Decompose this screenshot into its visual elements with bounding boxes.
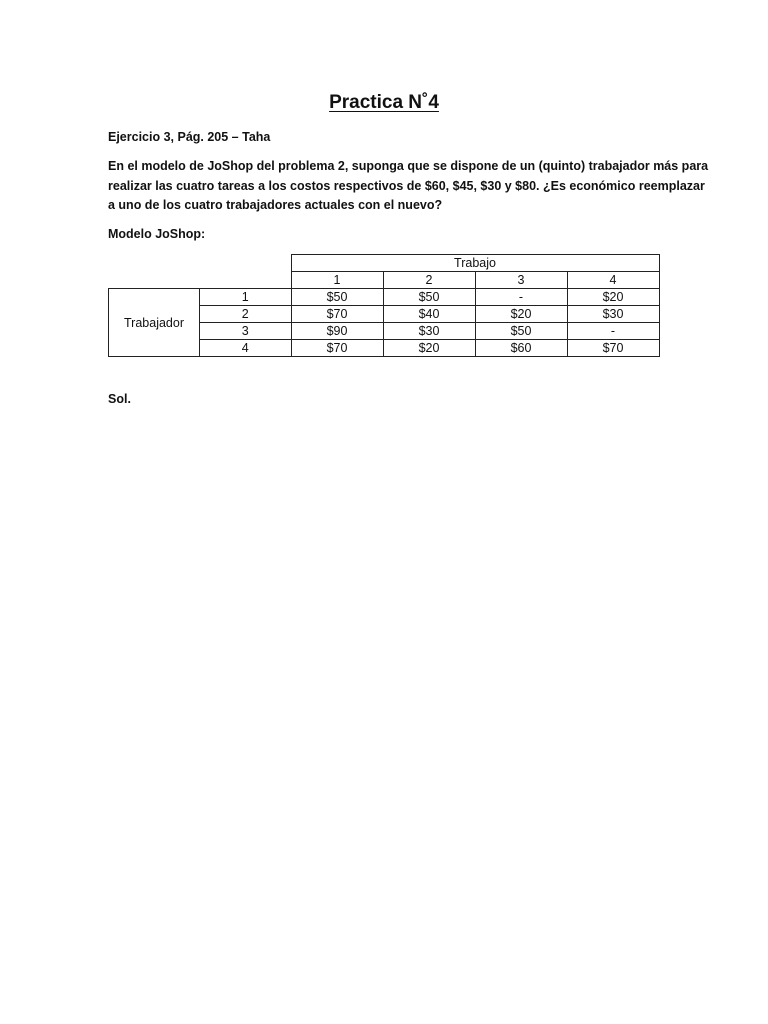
table-row (109, 289, 660, 306)
table-cell: $50 (291, 289, 383, 306)
cost-table (108, 254, 660, 357)
table-cell: $90 (291, 323, 383, 340)
row-header: 3 (200, 323, 292, 340)
column-header: 4 (567, 272, 659, 289)
cost-table-wrapper (108, 254, 660, 357)
table-blank-cell (200, 255, 292, 272)
model-label: Modelo JoShop: (108, 227, 206, 241)
table-cell: $30 (383, 323, 475, 340)
table-header-row-columns (109, 272, 660, 289)
row-header: 2 (200, 306, 292, 323)
column-header: 2 (383, 272, 475, 289)
table-cell: $20 (475, 306, 567, 323)
row-header: 1 (200, 289, 292, 306)
column-header: 3 (475, 272, 567, 289)
table-blank-cell (109, 255, 200, 272)
row-header: 4 (200, 340, 292, 357)
page-title-text: Practica N˚4 (329, 92, 439, 113)
problem-statement-line: En el modelo de JoShop del problema 2, suponga que se dispone de un (quinto) trabajador más para (108, 159, 709, 173)
table-cell: $50 (475, 323, 567, 340)
table-cell: $70 (291, 306, 383, 323)
solution-label: Sol. (108, 392, 131, 406)
table-cell: $20 (383, 340, 475, 357)
column-header: 1 (291, 272, 383, 289)
table-blank-cell (109, 272, 200, 289)
table-cell: $60 (475, 340, 567, 357)
exercise-subheading: Ejercicio 3, Pág. 205 – Taha (108, 130, 271, 144)
problem-statement-line: a uno de los cuatro trabajadores actuales con el nuevo? (108, 198, 443, 212)
table-cell: - (475, 289, 567, 306)
row-group-header: Trabajador (109, 289, 200, 357)
problem-statement (108, 157, 709, 216)
table-cell: $70 (567, 340, 659, 357)
table-cell: $40 (383, 306, 475, 323)
problem-statement-line: realizar las cuatro tareas a los costos respectivos de $60, $45, $30 y $80. ¿Es económico reemplazar (108, 178, 705, 193)
table-cell: $50 (383, 289, 475, 306)
table-blank-cell (200, 272, 292, 289)
table-cell: $70 (291, 340, 383, 357)
table-cell: - (567, 323, 659, 340)
table-cell: $20 (567, 289, 659, 306)
table-cell: $30 (567, 306, 659, 323)
table-header-row-group (109, 255, 660, 272)
column-group-header: Trabajo (291, 255, 659, 272)
page-title (0, 92, 768, 114)
